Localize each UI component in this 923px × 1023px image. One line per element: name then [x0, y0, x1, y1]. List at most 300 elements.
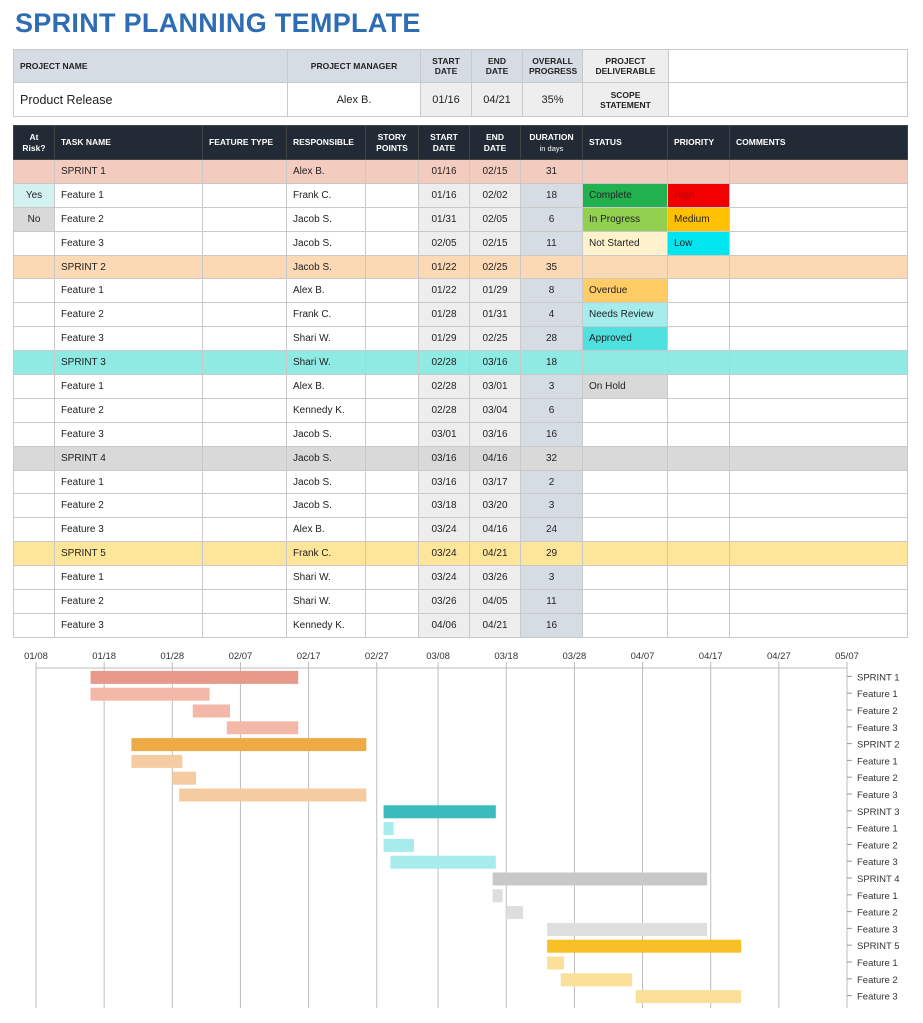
- story-points-cell[interactable]: [366, 542, 419, 566]
- task-row: [14, 279, 908, 303]
- priority-cell[interactable]: [668, 398, 730, 422]
- priority-cell[interactable]: [668, 494, 730, 518]
- priority-cell[interactable]: [668, 303, 730, 327]
- end-date-cell[interactable]: 01/29: [470, 279, 521, 303]
- y-tick-label: SPRINT 2: [857, 739, 900, 751]
- sprint-row: [14, 255, 908, 279]
- risk-cell[interactable]: [14, 446, 55, 470]
- gantt-bar: [547, 940, 741, 953]
- gantt-bar: [91, 688, 210, 701]
- duration-cell[interactable]: 11: [521, 231, 583, 255]
- responsible-cell[interactable]: Kennedy K.: [287, 613, 366, 637]
- end-date-cell[interactable]: 03/04: [470, 398, 521, 422]
- start-date-cell[interactable]: 01/29: [419, 327, 470, 351]
- task-name-cell[interactable]: Feature 1: [55, 566, 203, 590]
- priority-cell[interactable]: [668, 160, 730, 184]
- story-points-cell[interactable]: [366, 279, 419, 303]
- task-row: [14, 183, 908, 207]
- task-row: [14, 398, 908, 422]
- start-date-cell[interactable]: 01/22: [419, 255, 470, 279]
- task-name-cell[interactable]: Feature 3: [55, 518, 203, 542]
- responsible-cell[interactable]: Jacob S.: [287, 422, 366, 446]
- priority-cell[interactable]: [668, 470, 730, 494]
- sprint-row: [14, 542, 908, 566]
- duration-cell[interactable]: 6: [521, 398, 583, 422]
- comments-cell[interactable]: [730, 470, 908, 494]
- feature-type-cell[interactable]: [203, 566, 287, 590]
- comments-cell[interactable]: [730, 207, 908, 231]
- task-name-cell[interactable]: Feature 3: [55, 422, 203, 446]
- x-tick-label: 03/28: [562, 651, 587, 662]
- task-name-cell[interactable]: Feature 3: [55, 613, 203, 637]
- risk-cell[interactable]: [14, 255, 55, 279]
- risk-cell[interactable]: [14, 590, 55, 614]
- start-date-cell[interactable]: 01/28: [419, 303, 470, 327]
- risk-cell[interactable]: [14, 303, 55, 327]
- story-points-cell[interactable]: [366, 446, 419, 470]
- feature-type-cell[interactable]: [203, 255, 287, 279]
- comments-cell[interactable]: [730, 613, 908, 637]
- gantt-bar: [547, 923, 707, 936]
- story-points-cell[interactable]: [366, 566, 419, 590]
- duration-cell[interactable]: 6: [521, 207, 583, 231]
- project-end-header: END DATE: [472, 50, 523, 83]
- y-tick-label: Feature 1: [857, 756, 898, 768]
- duration-header: DURATION in days: [521, 126, 583, 160]
- responsible-cell[interactable]: Jacob S.: [287, 207, 366, 231]
- comments-cell[interactable]: [730, 327, 908, 351]
- task-name-cell[interactable]: Feature 2: [55, 207, 203, 231]
- risk-cell[interactable]: Yes: [14, 183, 55, 207]
- risk-cell[interactable]: [14, 279, 55, 303]
- risk-cell[interactable]: [14, 494, 55, 518]
- duration-cell[interactable]: 35: [521, 255, 583, 279]
- comments-cell[interactable]: [730, 566, 908, 590]
- start-date-cell[interactable]: 02/05: [419, 231, 470, 255]
- feature-type-cell[interactable]: [203, 160, 287, 184]
- story-points-header: STORY POINTS: [366, 126, 419, 160]
- status-cell[interactable]: [583, 566, 668, 590]
- y-tick-label: SPRINT 3: [857, 806, 900, 818]
- priority-cell[interactable]: [668, 351, 730, 375]
- y-tick-label: Feature 2: [857, 706, 898, 717]
- comments-cell[interactable]: [730, 446, 908, 470]
- status-cell[interactable]: Not Started: [583, 231, 668, 255]
- start-date-cell[interactable]: 04/06: [419, 613, 470, 637]
- priority-cell[interactable]: [668, 255, 730, 279]
- responsible-cell[interactable]: Jacob S.: [287, 231, 366, 255]
- priority-cell[interactable]: Medium: [668, 207, 730, 231]
- task-name-cell[interactable]: SPRINT 1: [55, 160, 203, 184]
- risk-cell[interactable]: [14, 231, 55, 255]
- priority-cell[interactable]: [668, 446, 730, 470]
- start-date-cell[interactable]: 01/22: [419, 279, 470, 303]
- status-cell[interactable]: In Progress: [583, 207, 668, 231]
- status-cell[interactable]: [583, 613, 668, 637]
- task-row: [14, 590, 908, 614]
- project-name-value[interactable]: Product Release: [14, 83, 288, 117]
- feature-type-cell[interactable]: [203, 231, 287, 255]
- duration-cell[interactable]: 24: [521, 518, 583, 542]
- risk-cell[interactable]: No: [14, 207, 55, 231]
- duration-cell[interactable]: 2: [521, 470, 583, 494]
- comments-cell[interactable]: [730, 422, 908, 446]
- task-row: [14, 518, 908, 542]
- responsible-cell[interactable]: Shari W.: [287, 590, 366, 614]
- feature-type-cell[interactable]: [203, 422, 287, 446]
- status-cell[interactable]: [583, 518, 668, 542]
- project-end-value[interactable]: 04/21: [472, 83, 523, 117]
- x-tick-label: 02/17: [296, 651, 321, 662]
- start-date-cell[interactable]: 03/24: [419, 542, 470, 566]
- duration-cell[interactable]: 3: [521, 375, 583, 399]
- end-date-cell[interactable]: 02/15: [470, 160, 521, 184]
- project-deliverable-header: PROJECT DELIVERABLE: [583, 50, 669, 83]
- responsible-cell[interactable]: Kennedy K.: [287, 398, 366, 422]
- y-tick-label: SPRINT 5: [857, 941, 900, 953]
- comments-cell[interactable]: [730, 303, 908, 327]
- status-cell[interactable]: On Hold: [583, 375, 668, 399]
- x-tick-label: 05/07: [835, 651, 859, 662]
- status-cell[interactable]: [583, 446, 668, 470]
- y-tick-label: Feature 2: [857, 773, 898, 785]
- x-tick-label: 03/08: [426, 651, 450, 662]
- story-points-cell[interactable]: [366, 398, 419, 422]
- y-tick-label: Feature 3: [857, 991, 898, 1003]
- task-name-cell[interactable]: SPRINT 2: [55, 255, 203, 279]
- start-date-cell[interactable]: 01/16: [419, 183, 470, 207]
- story-points-cell[interactable]: [366, 470, 419, 494]
- duration-cell[interactable]: 29: [521, 542, 583, 566]
- task-name-cell[interactable]: SPRINT 5: [55, 542, 203, 566]
- task-name-cell[interactable]: Feature 1: [55, 375, 203, 399]
- duration-cell[interactable]: 4: [521, 303, 583, 327]
- feature-type-cell[interactable]: [203, 207, 287, 231]
- responsible-cell[interactable]: Alex B.: [287, 160, 366, 184]
- gantt-bar: [384, 805, 496, 818]
- comments-cell[interactable]: [730, 160, 908, 184]
- risk-cell[interactable]: [14, 566, 55, 590]
- status-cell[interactable]: [583, 422, 668, 446]
- x-tick-label: 01/28: [160, 651, 185, 662]
- task-row: [14, 327, 908, 351]
- priority-cell[interactable]: [668, 375, 730, 399]
- risk-cell[interactable]: [14, 351, 55, 375]
- responsible-cell[interactable]: Alex B.: [287, 375, 366, 399]
- comments-cell[interactable]: [730, 590, 908, 614]
- feature-type-cell[interactable]: [203, 351, 287, 375]
- responsible-cell[interactable]: Jacob S.: [287, 255, 366, 279]
- status-cell[interactable]: Complete: [583, 183, 668, 207]
- gantt-bar: [131, 738, 366, 751]
- risk-cell[interactable]: [14, 327, 55, 351]
- gantt-bar: [91, 671, 299, 684]
- task-name-cell[interactable]: Feature 1: [55, 470, 203, 494]
- start-date-cell[interactable]: 02/28: [419, 398, 470, 422]
- start-date-cell[interactable]: 03/01: [419, 422, 470, 446]
- status-cell[interactable]: [583, 255, 668, 279]
- gantt-chart: [0, 640, 923, 1023]
- story-points-cell[interactable]: [366, 518, 419, 542]
- task-row: [14, 494, 908, 518]
- feature-type-cell[interactable]: [203, 446, 287, 470]
- story-points-cell[interactable]: [366, 303, 419, 327]
- comments-cell[interactable]: [730, 351, 908, 375]
- duration-cell[interactable]: 8: [521, 279, 583, 303]
- task-name-cell[interactable]: Feature 3: [55, 327, 203, 351]
- story-points-cell[interactable]: [366, 327, 419, 351]
- gantt-bar: [384, 839, 414, 852]
- start-date-cell[interactable]: 03/26: [419, 590, 470, 614]
- task-row: [14, 303, 908, 327]
- end-date-cell[interactable]: 02/15: [470, 231, 521, 255]
- comments-cell[interactable]: [730, 518, 908, 542]
- responsible-cell[interactable]: Shari W.: [287, 351, 366, 375]
- story-points-cell[interactable]: [366, 231, 419, 255]
- story-points-cell[interactable]: [366, 351, 419, 375]
- end-date-cell[interactable]: 02/02: [470, 183, 521, 207]
- x-tick-label: 04/17: [698, 651, 723, 662]
- task-name-cell[interactable]: SPRINT 3: [55, 351, 203, 375]
- comments-cell[interactable]: [730, 494, 908, 518]
- status-header: STATUS: [583, 126, 668, 160]
- task-name-cell[interactable]: Feature 2: [55, 398, 203, 422]
- status-cell[interactable]: Overdue: [583, 279, 668, 303]
- status-cell[interactable]: [583, 590, 668, 614]
- end-date-cell[interactable]: 02/05: [470, 207, 521, 231]
- status-cell[interactable]: [583, 160, 668, 184]
- risk-cell[interactable]: [14, 613, 55, 637]
- status-cell[interactable]: [583, 542, 668, 566]
- y-tick-label: Feature 3: [857, 790, 898, 801]
- task-row: [14, 470, 908, 494]
- project-start-header: START DATE: [421, 50, 472, 83]
- y-tick-label: Feature 2: [857, 974, 898, 986]
- status-cell[interactable]: [583, 398, 668, 422]
- duration-cell[interactable]: 11: [521, 590, 583, 614]
- feature-type-cell[interactable]: [203, 518, 287, 542]
- end-date-cell[interactable]: 04/21: [470, 613, 521, 637]
- story-points-cell[interactable]: [366, 613, 419, 637]
- comments-cell[interactable]: [730, 542, 908, 566]
- duration-cell[interactable]: 3: [521, 494, 583, 518]
- start-date-cell[interactable]: 03/18: [419, 494, 470, 518]
- x-tick-label: 01/08: [24, 651, 48, 662]
- story-points-cell[interactable]: [366, 422, 419, 446]
- start-date-cell[interactable]: 03/24: [419, 566, 470, 590]
- project-manager-value[interactable]: Alex B.: [288, 83, 421, 117]
- feature-type-header: FEATURE TYPE: [203, 126, 287, 160]
- comments-cell[interactable]: [730, 183, 908, 207]
- status-cell[interactable]: [583, 494, 668, 518]
- status-cell[interactable]: [583, 470, 668, 494]
- end-date-cell[interactable]: 04/05: [470, 590, 521, 614]
- task-row: [14, 422, 908, 446]
- responsible-cell[interactable]: Frank C.: [287, 303, 366, 327]
- duration-cell[interactable]: 31: [521, 160, 583, 184]
- responsible-cell[interactable]: Frank C.: [287, 183, 366, 207]
- feature-type-cell[interactable]: [203, 303, 287, 327]
- feature-type-cell[interactable]: [203, 183, 287, 207]
- comments-cell[interactable]: [730, 279, 908, 303]
- start-date-cell[interactable]: 01/16: [419, 160, 470, 184]
- project-name-header: PROJECT NAME: [14, 50, 288, 83]
- responsible-cell[interactable]: Jacob S.: [287, 446, 366, 470]
- project-start-value[interactable]: 01/16: [421, 83, 472, 117]
- responsible-cell[interactable]: Jacob S.: [287, 470, 366, 494]
- task-name-cell[interactable]: Feature 1: [55, 183, 203, 207]
- end-date-header: END DATE: [470, 126, 521, 160]
- start-date-cell[interactable]: 03/16: [419, 470, 470, 494]
- duration-cell[interactable]: 16: [521, 613, 583, 637]
- overall-progress-value[interactable]: 35%: [523, 83, 583, 117]
- y-tick-label: Feature 3: [857, 722, 898, 734]
- project-info-table: [13, 49, 908, 117]
- duration-cell[interactable]: 16: [521, 422, 583, 446]
- risk-cell[interactable]: [14, 542, 55, 566]
- priority-cell[interactable]: [668, 518, 730, 542]
- priority-cell[interactable]: [668, 422, 730, 446]
- end-date-cell[interactable]: 03/20: [470, 494, 521, 518]
- feature-type-cell[interactable]: [203, 375, 287, 399]
- end-date-cell[interactable]: 03/17: [470, 470, 521, 494]
- story-points-cell[interactable]: [366, 160, 419, 184]
- task-name-cell[interactable]: Feature 2: [55, 303, 203, 327]
- end-date-cell[interactable]: 02/25: [470, 327, 521, 351]
- scope-statement-value[interactable]: [669, 83, 908, 117]
- risk-cell[interactable]: [14, 160, 55, 184]
- status-cell[interactable]: Needs Review: [583, 303, 668, 327]
- scope-statement-header: SCOPE STATEMENT: [583, 83, 669, 117]
- end-date-cell[interactable]: 03/01: [470, 375, 521, 399]
- feature-type-cell[interactable]: [203, 279, 287, 303]
- duration-cell[interactable]: 28: [521, 327, 583, 351]
- start-date-cell[interactable]: 01/31: [419, 207, 470, 231]
- responsible-cell[interactable]: Shari W.: [287, 327, 366, 351]
- priority-cell[interactable]: [668, 566, 730, 590]
- duration-cell[interactable]: 18: [521, 183, 583, 207]
- task-name-header: TASK NAME: [55, 126, 203, 160]
- gantt-bar: [493, 873, 707, 886]
- comments-cell[interactable]: [730, 375, 908, 399]
- feature-type-cell[interactable]: [203, 542, 287, 566]
- feature-type-cell[interactable]: [203, 590, 287, 614]
- gantt-bar: [493, 889, 503, 902]
- start-date-cell[interactable]: 02/28: [419, 351, 470, 375]
- story-points-cell[interactable]: [366, 255, 419, 279]
- comments-cell[interactable]: [730, 255, 908, 279]
- x-tick-label: 02/07: [228, 651, 253, 662]
- project-manager-header: PROJECT MANAGER: [288, 50, 421, 83]
- feature-type-cell[interactable]: [203, 613, 287, 637]
- task-table: [13, 125, 908, 638]
- gantt-bar: [384, 822, 394, 835]
- gantt-bar: [506, 906, 523, 919]
- end-date-cell[interactable]: 04/16: [470, 518, 521, 542]
- start-date-cell[interactable]: 02/28: [419, 375, 470, 399]
- end-date-cell[interactable]: 03/16: [470, 422, 521, 446]
- task-name-cell[interactable]: Feature 1: [55, 279, 203, 303]
- y-tick-label: Feature 2: [857, 907, 898, 919]
- comments-cell[interactable]: [730, 231, 908, 255]
- y-tick-label: Feature 1: [857, 689, 898, 701]
- story-points-cell[interactable]: [366, 590, 419, 614]
- risk-cell[interactable]: [14, 422, 55, 446]
- story-points-cell[interactable]: [366, 207, 419, 231]
- start-date-cell[interactable]: 03/16: [419, 446, 470, 470]
- feature-type-cell[interactable]: [203, 327, 287, 351]
- gantt-bar: [636, 990, 741, 1003]
- y-tick-label: Feature 3: [857, 924, 898, 936]
- status-cell[interactable]: Approved: [583, 327, 668, 351]
- feature-type-cell[interactable]: [203, 494, 287, 518]
- end-date-cell[interactable]: 04/21: [470, 542, 521, 566]
- responsible-cell[interactable]: Frank C.: [287, 542, 366, 566]
- responsible-cell[interactable]: Jacob S.: [287, 494, 366, 518]
- priority-cell[interactable]: [668, 542, 730, 566]
- responsible-cell[interactable]: Alex B.: [287, 518, 366, 542]
- start-date-cell[interactable]: 03/24: [419, 518, 470, 542]
- task-name-cell[interactable]: Feature 2: [55, 590, 203, 614]
- status-cell[interactable]: [583, 351, 668, 375]
- overall-progress-header: OVERALL PROGRESS: [523, 50, 583, 83]
- duration-cell[interactable]: 18: [521, 351, 583, 375]
- task-row: [14, 613, 908, 637]
- task-name-cell[interactable]: SPRINT 4: [55, 446, 203, 470]
- risk-cell[interactable]: [14, 518, 55, 542]
- responsible-cell[interactable]: Alex B.: [287, 279, 366, 303]
- story-points-cell[interactable]: [366, 375, 419, 399]
- responsible-cell[interactable]: Shari W.: [287, 566, 366, 590]
- x-tick-label: 04/07: [630, 651, 655, 662]
- end-date-cell[interactable]: 03/26: [470, 566, 521, 590]
- gantt-bar: [172, 772, 196, 785]
- end-date-cell[interactable]: 02/25: [470, 255, 521, 279]
- duration-cell[interactable]: 32: [521, 446, 583, 470]
- priority-cell[interactable]: [668, 279, 730, 303]
- task-name-cell[interactable]: Feature 2: [55, 494, 203, 518]
- start-date-header: START DATE: [419, 126, 470, 160]
- task-row: [14, 231, 908, 255]
- risk-cell[interactable]: [14, 398, 55, 422]
- duration-cell[interactable]: 3: [521, 566, 583, 590]
- feature-type-cell[interactable]: [203, 470, 287, 494]
- comments-header: COMMENTS: [730, 126, 908, 160]
- priority-cell[interactable]: High: [668, 183, 730, 207]
- priority-cell[interactable]: [668, 327, 730, 351]
- x-tick-label: 01/18: [92, 651, 117, 662]
- story-points-cell[interactable]: [366, 183, 419, 207]
- gantt-bar: [179, 789, 366, 802]
- risk-cell[interactable]: [14, 470, 55, 494]
- priority-cell[interactable]: [668, 613, 730, 637]
- priority-cell[interactable]: [668, 590, 730, 614]
- priority-cell[interactable]: Low: [668, 231, 730, 255]
- gantt-bar: [193, 705, 230, 718]
- end-date-cell[interactable]: 04/16: [470, 446, 521, 470]
- y-tick-label: Feature 1: [857, 823, 898, 835]
- risk-cell[interactable]: [14, 375, 55, 399]
- end-date-cell[interactable]: 01/31: [470, 303, 521, 327]
- task-row: [14, 566, 908, 590]
- task-name-cell[interactable]: Feature 3: [55, 231, 203, 255]
- feature-type-cell[interactable]: [203, 398, 287, 422]
- story-points-cell[interactable]: [366, 494, 419, 518]
- project-deliverable-value[interactable]: [669, 50, 908, 83]
- end-date-cell[interactable]: 03/16: [470, 351, 521, 375]
- sprint-row: [14, 446, 908, 470]
- comments-cell[interactable]: [730, 398, 908, 422]
